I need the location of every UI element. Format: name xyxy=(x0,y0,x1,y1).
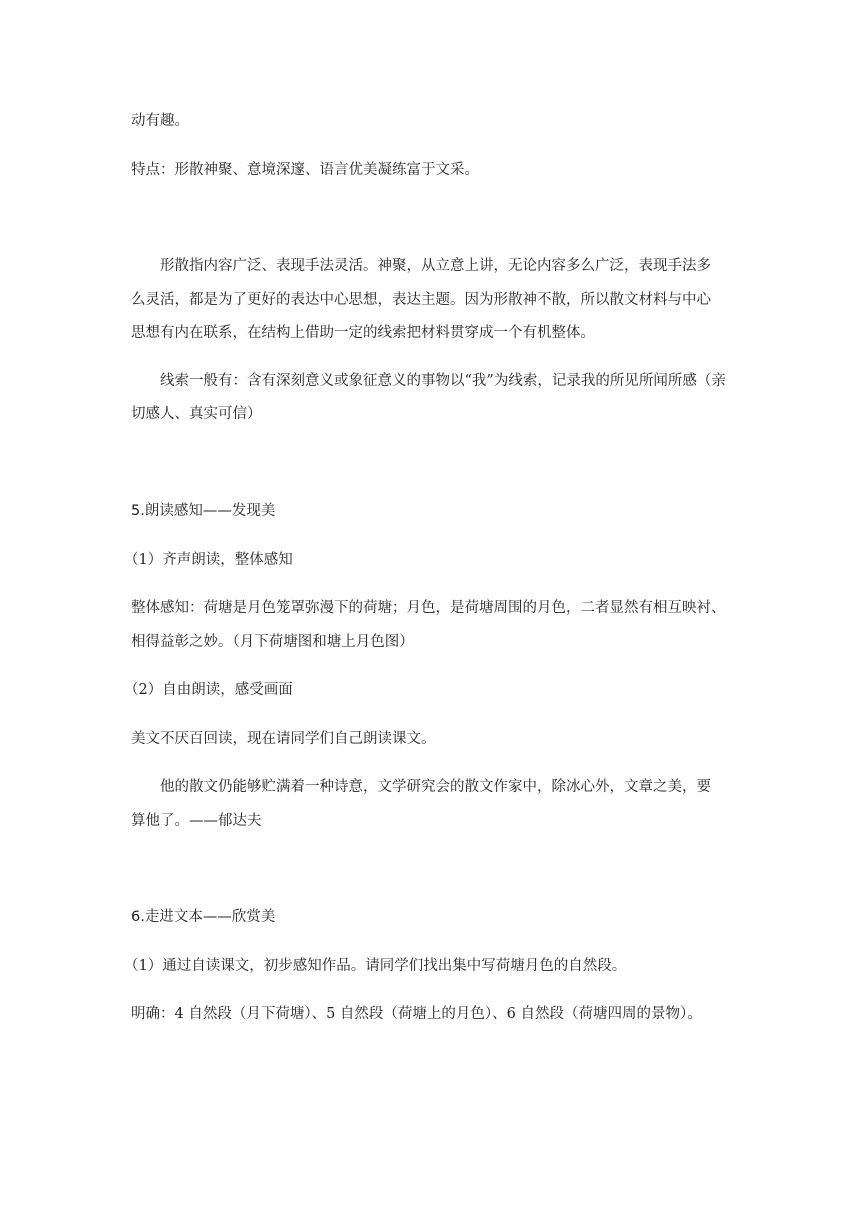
paragraph-line: 切感人、真实可信） xyxy=(131,406,262,422)
paragraph-line: 么灵活，都是为了更好的表达中心思想，表达主题。因为形散神不散，所以散文材料与中心 xyxy=(131,292,711,308)
paragraph-line: 思想有内在联系，在结构上借助一定的线索把材料贯穿成一个有机整体。 xyxy=(131,325,595,341)
list-item: （1）通过自读课文，初步感知作品。请同学们找出集中写荷塘月色的自然段。 xyxy=(124,958,627,974)
features-line: 特点：形散神聚、意境深邃、语言优美凝练富于文采。 xyxy=(131,162,479,178)
paragraph-line: 美文不厌百回读，现在请同学们自己朗读课文。 xyxy=(131,731,436,747)
paragraph-line: 整体感知：荷塘是月色笼罩弥漫下的荷塘；月色，是荷塘周围的月色，二者显然有相互映衬、 xyxy=(131,600,726,616)
paragraph-line: 算他了。——郁达夫 xyxy=(131,813,262,829)
paragraph-tail: 动有趣。 xyxy=(131,113,189,129)
paragraph-line: 他的散文仍能够贮满着一种诗意，文学研究会的散文作家中，除冰心外，文章之美，要 xyxy=(160,779,711,795)
list-item: （2）自由朗读，感受画面 xyxy=(124,682,293,698)
section-5-heading: 5.朗读感知——发现美 xyxy=(131,503,276,519)
paragraph-line: 明确：4 自然段（月下荷塘）、5 自然段（荷塘上的月色）、6 自然段（荷塘四周的景物）。 xyxy=(131,1006,702,1022)
paragraph-line: 相得益彰之妙。（月下荷塘图和塘上月色图） xyxy=(131,634,414,650)
section-6-heading: 6.走进文本——欣赏美 xyxy=(131,909,276,925)
paragraph-line: 线索一般有：含有深刻意义或象征意义的事物以“我”为线索，记录我的所见所闻所感（亲 xyxy=(160,373,726,389)
list-item: （1）齐声朗读，整体感知 xyxy=(124,552,293,568)
paragraph-line: 形散指内容广泛、表现手法灵活。神聚，从立意上讲，无论内容多么广泛，表现手法多 xyxy=(160,258,711,274)
